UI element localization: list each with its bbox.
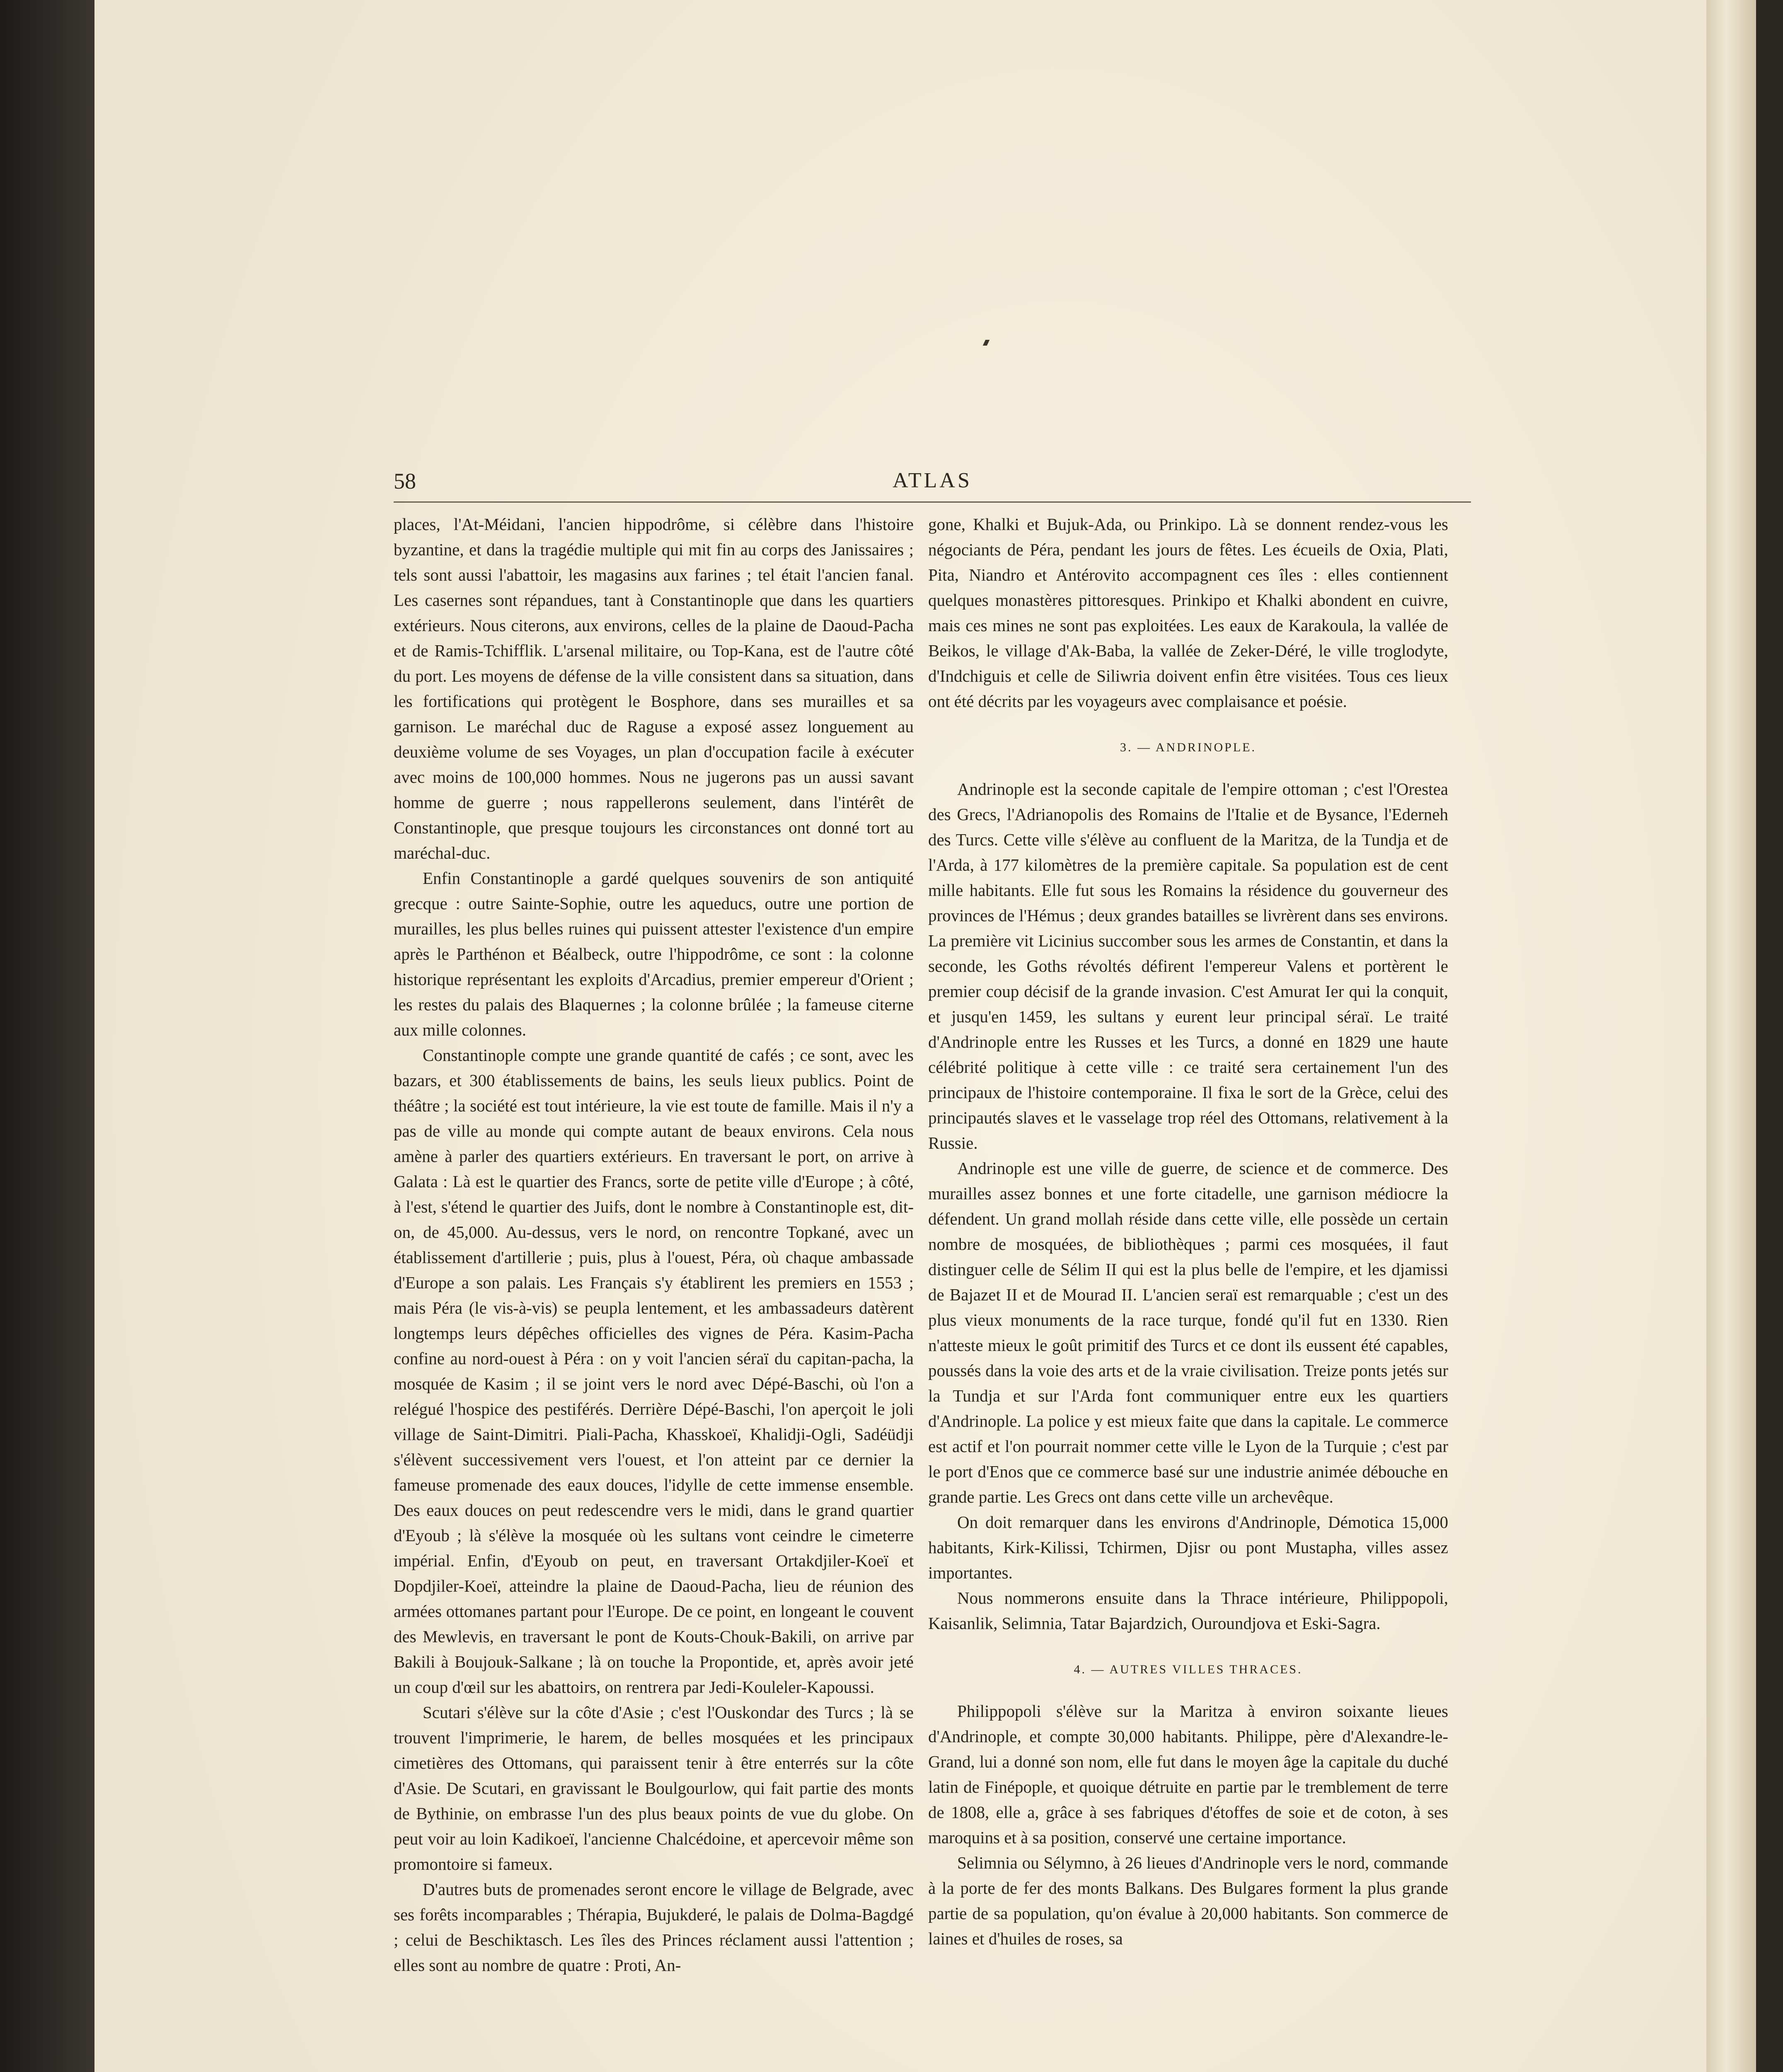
right-column (928, 512, 1448, 1951)
paragraph: Enfin Constantinople a gardé quelques souvenirs de son antiquité grecque : outre Sainte-Sophie, outre les aqueducs, outre une portion de murailles, les plus belles ruines qui puissent attester l'existence d'un empire après le Parthénon et Béalbeck, outre l'hippodrôme, ce sont : la colonne historique représentant les exploits d'Arcadius, premier empereur d'Orient ; les restes du palais des Blaquernes ; la colonne brûlée ; la fameuse citerne aux mille colonnes. (394, 869, 914, 1039)
paragraph: places, l'At-Méidani, l'ancien hippodrôme, si célèbre dans l'histoire byzantine, et dans la tragédie multiple qui mit fin au corps des Janissaires ; tels sont aussi l'abattoir, les magasins aux farines ; tel était l'ancien fanal. Les casernes sont répandues, tant à Constantinople que dans les quartiers extérieurs. Nous citerons, aux environs, celles de la plaine de Daoud-Pacha et de Ramis-Tchifflik. L'arsenal militaire, ou Top-Kana, est de l'autre côté du port. Les moyens de défense de la ville consistent dans sa situation, dans les fortifications qui protègent le Bosphore, dans ses murailles et sa garnison. Le maréchal duc de Raguse a exposé assez longuement au deuxième volume de ses Voyages, un plan d'occupation facile à exécuter avec moins de 100,000 hommes. Nous ne jugerons pas un aussi savant homme de guerre ; nous rappellerons seulement, dans l'intérêt de Constantinople, que presque toujours les circonstances ont donné tort au maréchal-duc. (394, 515, 914, 862)
paragraph: Constantinople compte une grande quantité de cafés ; ce sont, avec les bazars, et 300 établissements de bains, les seuls lieux publics. Point de théâtre ; la société est tout intérieure, la vie est toute de famille. Mais il n'y a pas de ville au monde qui compte autant de beaux environs. Cela nous amène à parler des quartiers extérieurs. En traversant le port, on arrive à Galata : Là est le quartier des Francs, sorte de petite ville d'Europe ; à côté, à l'est, s'étend le quartier des Juifs, dont le nombre à Constantinople est, dit-on, de 45,000. Au-dessus, vers le nord, on rencontre Topkané, avec un établissement d'artillerie ; puis, plus à l'ouest, Péra, où chaque ambassade d'Europe a son palais. Les Français s'y établirent les premiers en 1553 ; mais Péra (le vis-à-vis) se peupla lentement, et les ambassadeurs datèrent longtemps leurs dépêches officielles des vignes de Péra. Kasim-Pacha confine au nord-ouest à Péra : on y voit l'ancien séraï du capitan-pacha, la mosquée de Kasim ; il se joint vers le nord avec Dépé-Baschi, où l'on a relégué l'hospice des pestiférés. Derrière Dépé-Baschi, l'on aperçoit le joli village de Saint-Dimitri. Piali-Pacha, Khasskoeï, Khalidji-Ogli, Sadéüdji s'élèvent successivement vers l'ouest, et l'on atteint par ce dernier la fameuse promenade des eaux douces, l'idylle de cette immense ensemble. Des eaux douces on peut redescendre vers le midi, dans le grand quartier d'Eyoub ; là s'élève la mosquée où les sultans vont ceindre le cimeterre impérial. Enfin, d'Eyoub on peut, en traversant Ortakdjiler-Koeï et Dopdjiler-Koeï, atteindre la plaine de Daoud-Pacha, lieu de réunion des armées ottomanes partant pour l'Europe. De ce point, en longeant le couvent des Mewlevis, en traversant le pont de Kouts-Chouk-Bakili, on arrive par Bakili à Boujouk-Salkane ; là on touche la Propontide, et, après avoir jeté un coup d'œil sur les abattoirs, on rentrera par Jedi-Kouleler-Kapoussi. (394, 1046, 914, 1697)
section-heading-andrinople: 3. — ANDRINOPLE. (1120, 741, 1256, 754)
paragraph: Selimnia ou Sélymno, à 26 lieues d'Andrinople vers le nord, commande à la porte de fer des monts Balkans. Des Bulgares forment la plus grande partie de sa population, qu'on évalue à 20,000 habitants. Son commerce de laines et d'huiles de roses, sa (928, 1853, 1448, 1948)
paragraph: Andrinople est une ville de guerre, de science et de commerce. Des murailles assez bonnes et une forte citadelle, une garnison médiocre la défendent. Un grand mollah réside dans cette ville, elle possède un certain nombre de mosquées, de bibliothèques ; parmi ces mosquées, il faut distinguer celle de Sélim II qui est la plus belle de l'empire, et les djamissi de Bajazet II et de Mourad II. L'ancien seraï est remarquable ; c'est un des plus vieux monuments de la race turque, fondé qu'il fut en 1330. Rien n'atteste mieux le goût primitif des Turcs et ce dont ils eussent été capables, poussés dans la voie des arts et de la vraie civilisation. Treize ponts jetés sur la Tundja et sur l'Arda font communiquer entre eux les quartiers d'Andrinople. La police y est mieux faite que dans la capitale. Le commerce est actif et l'on pourrait nommer cette ville le Lyon de la Turquie ; c'est par le port d'Enos que ce commerce basé sur une industrie animée débouche en grande partie. Les Grecs ont dans cette ville un archevêque. (928, 1159, 1448, 1506)
page-number: 58 (394, 469, 416, 494)
paragraph: D'autres buts de promenades seront encore le village de Belgrade, avec ses forêts incomparables ; Thérapia, Bujukderé, le palais de Dolma-Bagdgé ; celui de Beschiktasch. Les îles des Princes réclament aussi l'attention ; elles sont au nombre de quatre : Proti, An- (394, 1880, 914, 1975)
running-title: ATLAS (893, 469, 972, 492)
paragraph: Philippopoli s'élève sur la Maritza à environ soixante lieues d'Andrinople, et compte 30,000 habitants. Philippe, père d'Alexandre-le-Grand, lui a donné son nom, elle fut dans le moyen âge la capitale du duché latin de Finépople, et quoique détruite en partie par le tremblement de terre de 1808, elle a, grâce à ses fabriques d'étoffes de soie et de coton, à ses maroquins et à sa position, conservé une certaine importance. (928, 1702, 1448, 1847)
page-header (394, 468, 1471, 497)
header-rule (394, 501, 1471, 503)
left-column (394, 512, 914, 1978)
binding-gutter (0, 0, 94, 2072)
paragraph: Andrinople est la seconde capitale de l'empire ottoman ; c'est l'Orestea des Grecs, l'Adrianopolis des Romains de l'Italie et de Bysance, l'Ederneh des Turcs. Cette ville s'élève au confluent de la Maritza, de la Tundja et de l'Arda, à 177 kilomètres de la première capitale. Sa population est de cent mille habitants. Elle fut sous les Romains la résidence du gouverneur des provinces de l'Hémus ; deux grandes batailles se livrèrent dans ses environs. La première vit Licinius succomber sous les armes de Constantin, et dans la seconde, les Goths révoltés défirent l'empereur Valens et portèrent le premier coup décisif de la grande invasion. C'est Amurat Ier qui la conquit, et jusqu'en 1459, les sultans y eurent leur principal séraï. Le traité d'Andrinople entre les Russes et les Turcs, a donné en 1829 une haute célébrité politique à cette ville : ce traité sera certainement l'un des principaux de l'histoire contemporaine. Il fixa le sort de la Grèce, celui des principautés slaves et le vasselage trop réel des Ottomans, relativement à la Russie. (928, 779, 1448, 1152)
paragraph: Scutari s'élève sur la côte d'Asie ; c'est l'Ouskondar des Turcs ; là se trouvent l'imprimerie, le harem, de belles mosquées et les principaux cimetières des Ottomans, qui paraissent tenir à être enterrés sur la côte d'Asie. De Scutari, en gravissant le Boulgourlow, qui fait partie des monts de Bythinie, on embrasse l'un des plus beaux points de vue du globe. On peut voir au loin Kadikoeï, l'ancienne Chalcédoine, et apercevoir même son promontoire si fameux. (394, 1703, 914, 1874)
paragraph: gone, Khalki et Bujuk-Ada, ou Prinkipo. Là se donnent rendez-vous les négociants de Péra, pendant les jours de fêtes. Les écueils de Oxia, Plati, Pita, Niandro et Antérovito accompagnent ces îles : elles contiennent quelques monastères pittoresques. Prinkipo et Khalki abondent en cuivre, mais ces mines ne sont pas exploitées. Les eaux de Karakoula, la vallée de Beikos, le village d'Ak-Baba, la vallée de Zeker-Déré, le ville troglodyte, d'Indchiguis et celle de Siliwria doivent enfin être visitées. Tous ces lieux ont été décrits par les voyageurs avec complaisance et poésie. (928, 515, 1448, 711)
section-heading-autres-villes: 4. — AUTRES VILLES THRACES. (1074, 1663, 1303, 1676)
paragraph: On doit remarquer dans les environs d'Andrinople, Démotica 15,000 habitants, Kirk-Kilissi, Tchirmen, Djisr ou pont Mustapha, villes assez importantes. (928, 1513, 1448, 1582)
paragraph: Nous nommerons ensuite dans la Thrace intérieure, Philippopoli, Kaisanlik, Selimnia, Tatar Bajardzich, Ouroundjova et Eski-Sagra. (928, 1588, 1448, 1633)
page-edge (1706, 0, 1756, 2072)
